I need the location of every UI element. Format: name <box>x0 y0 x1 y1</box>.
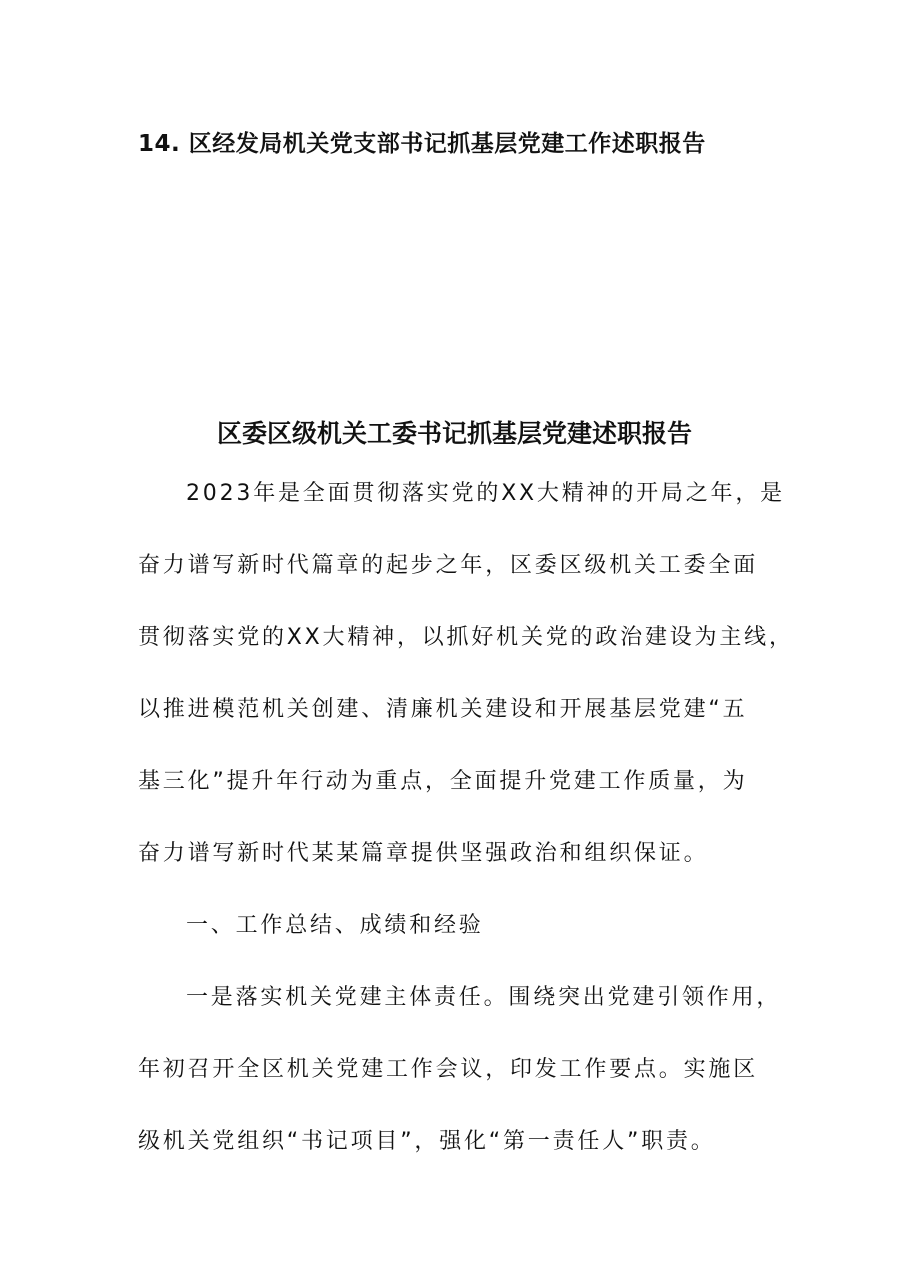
paragraph-line: 贯彻落实党的XX大精神，以抓好机关党的政治建设为主线， <box>138 625 794 650</box>
paragraph-line: 奋力谱写新时代篇章的起步之年，区委区级机关工委全面 <box>138 553 759 578</box>
paragraph-line: 基三化”提升年行动为重点，全面提升党建工作质量，为 <box>138 769 748 794</box>
report-title: 区委区级机关工委书记抓基层党建述职报告 <box>216 419 692 448</box>
section-heading: 一、工作总结、成绩和经验 <box>186 913 484 938</box>
paragraph-line: 年初召开全区机关党建工作会议，印发工作要点。实施区 <box>138 1057 759 1082</box>
paragraph-line: 一是落实机关党建主体责任。围绕突出党建引领作用， <box>186 985 782 1010</box>
document-heading: 14. 区经发局机关党支部书记抓基层党建工作述职报告 <box>138 131 706 157</box>
paragraph-line: 奋力谱写新时代某某篇章提供坚强政治和组织保证。 <box>138 841 709 866</box>
paragraph-line: 2023年是全面贯彻落实党的XX大精神的开局之年，是 <box>186 481 785 506</box>
paragraph-line: 级机关党组织“书记项目”，强化“第一责任人”职责。 <box>138 1129 716 1154</box>
paragraph-line: 以推进模范机关创建、清廉机关建设和开展基层党建“五 <box>138 697 748 722</box>
